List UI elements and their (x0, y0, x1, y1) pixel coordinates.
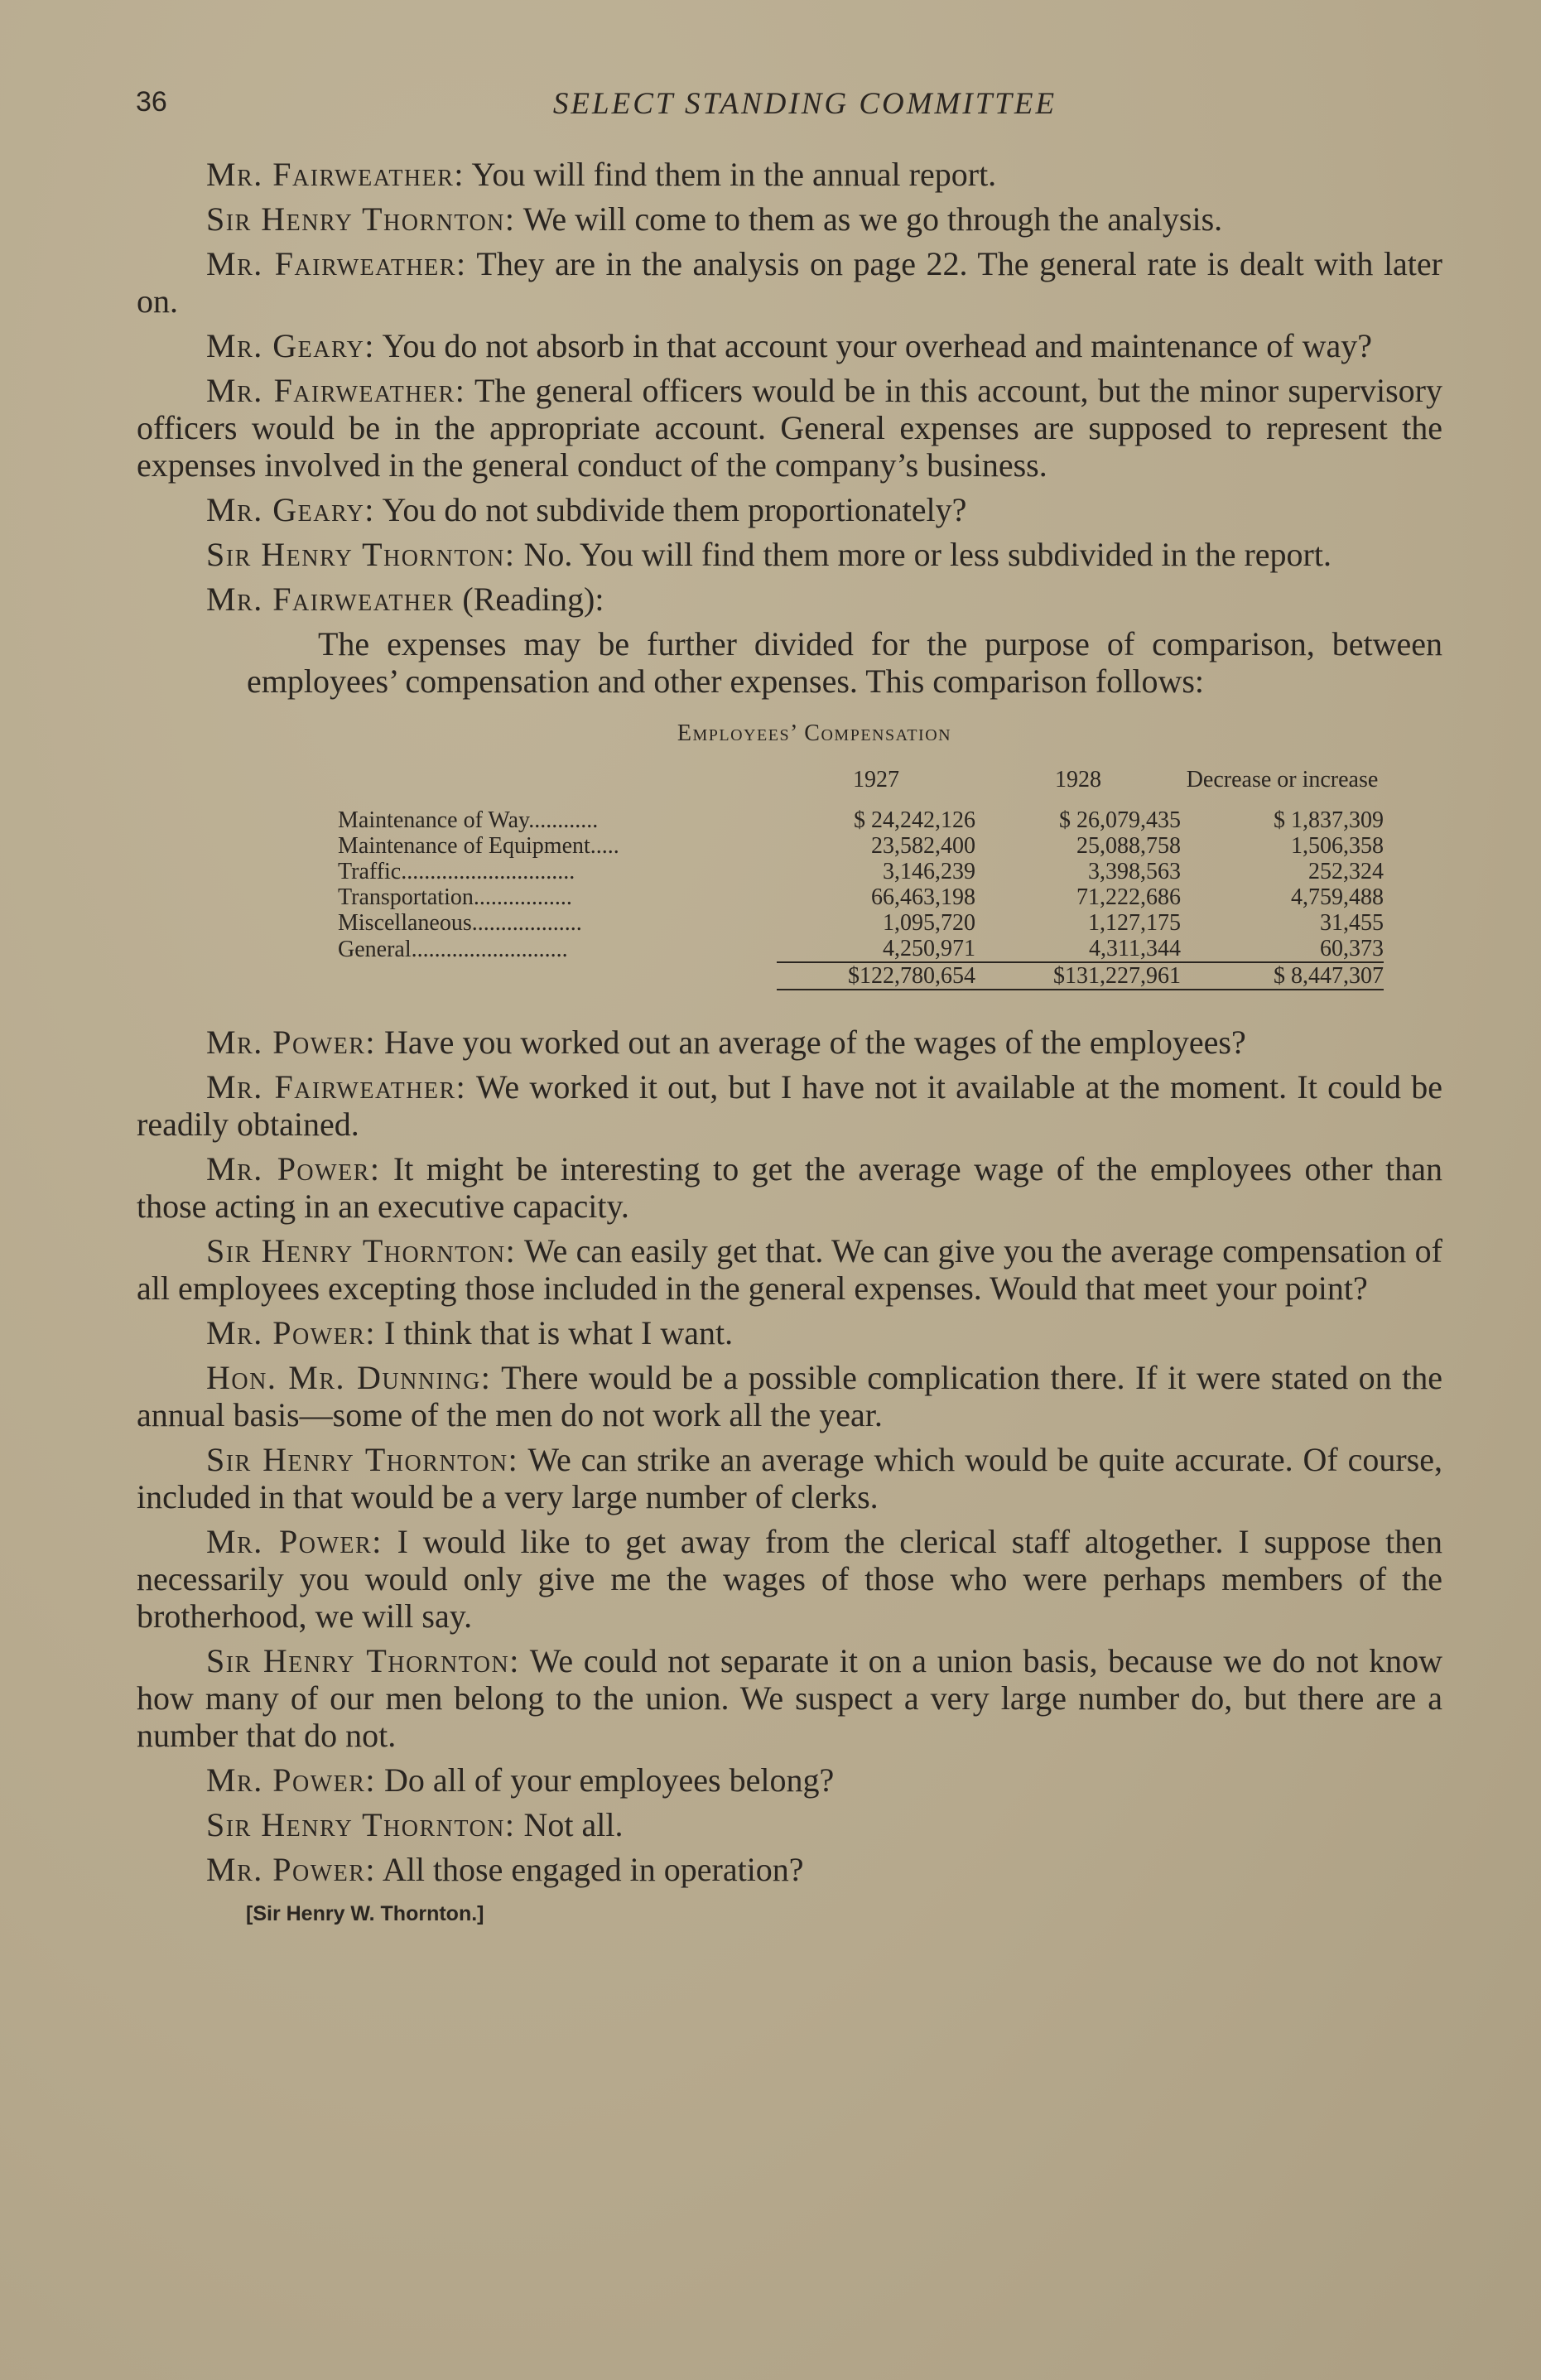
speaker-name: Sir Henry Thornton: (206, 200, 516, 238)
total-label-cell (338, 962, 777, 990)
dialogue-paragraph (137, 491, 1442, 528)
row-label: Transportation................. (338, 884, 572, 910)
row-label: Maintenance of Equipment..... (338, 833, 619, 859)
speaker-name: Sir Henry Thornton: (206, 1232, 517, 1269)
speech-text: Have you worked out an average of the wages of the employees? (376, 1024, 1246, 1061)
value-change: 31,455 (1320, 910, 1384, 936)
speech-text: I think that is what I want. (376, 1314, 734, 1351)
speaker-name: Mr. Power: (206, 1523, 383, 1560)
speech-text: Not all. (515, 1806, 624, 1843)
table-total-row (338, 962, 1384, 990)
page-body (137, 156, 1442, 1933)
speech-text: It might be interesting to get the average wage of the employees other than those acting in an executive capacity. (137, 1150, 1443, 1225)
speaker-name: Mr. Fairweather: (206, 156, 465, 193)
value-1928: $ 26,079,435 (1059, 807, 1181, 833)
page-header (136, 86, 1441, 128)
value-1927: 1,095,720 (883, 910, 975, 936)
table-row (338, 884, 1384, 910)
value-1927: 3,146,239 (883, 859, 975, 884)
speaker-name: Mr. Fairweather: (206, 245, 467, 282)
speaker-name: Mr. Power: (206, 1024, 377, 1061)
value-1927: 4,250,971 (883, 936, 975, 961)
column-header-1928: 1928 (1055, 767, 1101, 793)
speech-text: We can strike an average which would be quite accurate. Of course, included in that would be a very large number of clerks. (137, 1441, 1442, 1515)
row-label: General........................... (338, 936, 568, 962)
dialogue-paragraph (137, 372, 1442, 484)
dialogue-before-table (137, 156, 1442, 618)
table-row (338, 833, 1384, 859)
speech-text: There would be a possible complication there. If it were stated on the annual basis—some of the men do not work all the year. (137, 1359, 1443, 1433)
speaker-name: Mr. Power: (206, 1851, 377, 1888)
speaker-name: Mr. Geary: (206, 491, 375, 528)
speaker-name: Mr. Geary: (206, 327, 375, 364)
dialogue-paragraph (137, 1761, 1442, 1799)
speaker-name: Mr. Power: (206, 1761, 377, 1799)
value-1928: 3,398,563 (1088, 859, 1181, 884)
speech-text: We can easily get that. We can give you the average compensation of all employees excepting those included in the general expenses. Would that meet your point? (137, 1232, 1443, 1307)
value-1927: 66,463,198 (871, 884, 975, 910)
value-1927: 23,582,400 (871, 833, 975, 859)
total-change: $ 8,447,307 (1181, 962, 1384, 990)
speaker-name: Mr. Power: (206, 1314, 377, 1351)
speech-text: All those engaged in operation? (376, 1851, 804, 1888)
dialogue-paragraph (137, 581, 1442, 618)
table-row (338, 910, 1384, 936)
speech-text: You do not subdivide them proportionately? (374, 491, 967, 528)
table-row (338, 807, 1384, 833)
dialogue-paragraph (137, 327, 1442, 364)
dialogue-paragraph (137, 156, 1442, 193)
value-change: 252,324 (1308, 859, 1384, 884)
total-1927: $122,780,654 (777, 962, 975, 990)
speaker-name: Mr. Fairweather: (206, 372, 466, 409)
row-label: Maintenance of Way............ (338, 807, 599, 833)
value-change: 60,373 (1320, 936, 1384, 961)
dialogue-paragraph (137, 1359, 1442, 1433)
table-header-row (338, 767, 1384, 807)
speaker-name: Hon. Mr. Dunning: (206, 1359, 492, 1396)
speaker-footnote: [Sir Henry W. Thornton.] (246, 1902, 484, 1925)
table-row (338, 936, 1384, 962)
table-row (338, 859, 1384, 884)
speech-text: We could not separate it on a union basis, because we do not know how many of our men belong to the union. We suspect a very large number do, but there are a number that do not. (137, 1642, 1442, 1754)
dialogue-paragraph (137, 1024, 1442, 1061)
dialogue-paragraph (137, 1642, 1442, 1754)
dialogue-paragraph (137, 1068, 1442, 1143)
value-1928: 4,311,344 (1089, 936, 1181, 961)
value-1928: 71,222,686 (1076, 884, 1181, 910)
speech-text: You will find them in the annual report. (465, 156, 997, 193)
dialogue-paragraph (137, 245, 1442, 320)
value-1927: $ 24,242,126 (854, 807, 975, 833)
value-1928: 1,127,175 (1088, 910, 1181, 936)
total-1928: $131,227,961 (975, 962, 1181, 990)
value-change: 1,506,358 (1291, 833, 1384, 859)
row-label: Miscellaneous................... (338, 910, 582, 936)
dialogue-after-table (137, 1024, 1442, 1888)
dialogue-paragraph (137, 1806, 1442, 1843)
dialogue-paragraph (137, 1441, 1442, 1515)
dialogue-paragraph (137, 1523, 1442, 1635)
speech-text: (Reading): (454, 581, 604, 618)
speaker-name: Sir Henry Thornton: (206, 536, 516, 573)
speaker-name: Sir Henry Thornton: (206, 1642, 520, 1679)
value-1928: 25,088,758 (1076, 833, 1181, 859)
column-header-change: Decrease or increase (1186, 767, 1379, 793)
speaker-name: Mr. Power: (206, 1150, 381, 1188)
dialogue-paragraph (137, 1851, 1442, 1888)
speech-text: The general officers would be in this account, but the minor supervisory officers would be in the appropriate account. General expenses are supposed to represent the expenses involved in the general conduct of the company’s business. (137, 372, 1442, 484)
speech-text: Do all of your employees belong? (376, 1761, 835, 1799)
quoted-reading: The expenses may be further divided for the purpose of comparison, between employees’ compensation and other expenses. This comparison follows: (247, 625, 1442, 700)
value-change: $ 1,837,309 (1274, 807, 1384, 833)
row-label-header (338, 767, 777, 807)
speech-text: No. You will find them more or less subdivided in the report. (515, 536, 1332, 573)
speech-text: We worked it out, but I have not it available at the moment. It could be readily obtained. (137, 1068, 1443, 1143)
speech-text: We will come to them as we go through the analysis. (515, 200, 1223, 238)
speech-text: They are in the analysis on page 22. The general rate is dealt with later on. (137, 245, 1442, 320)
dialogue-paragraph (137, 1314, 1442, 1351)
speaker-name: Sir Henry Thornton: (206, 1441, 519, 1478)
row-label: Traffic.............................. (338, 859, 575, 884)
speech-text: You do not absorb in that account your overhead and maintenance of way? (374, 327, 1373, 364)
running-head: SELECT STANDING COMMITTEE (552, 87, 1057, 121)
dialogue-paragraph (137, 536, 1442, 573)
page-number: 36 (136, 86, 167, 118)
dialogue-paragraph (137, 1232, 1442, 1307)
dialogue-paragraph (137, 200, 1442, 238)
speaker-name: Mr. Fairweather: (206, 1068, 467, 1106)
value-change: 4,759,488 (1291, 884, 1384, 910)
speaker-name: Sir Henry Thornton: (206, 1806, 516, 1843)
dialogue-paragraph (137, 1150, 1442, 1225)
compensation-table (338, 767, 1384, 990)
column-header-1927: 1927 (853, 767, 899, 793)
table-title: Employees’ Compensation (677, 720, 952, 746)
speaker-name: Mr. Fairweather (206, 581, 455, 618)
speech-text: I would like to get away from the clerical staff altogether. I suppose then necessarily you would only give me the wages of those who were perhaps members of the brotherhood, we will say. (137, 1523, 1442, 1635)
